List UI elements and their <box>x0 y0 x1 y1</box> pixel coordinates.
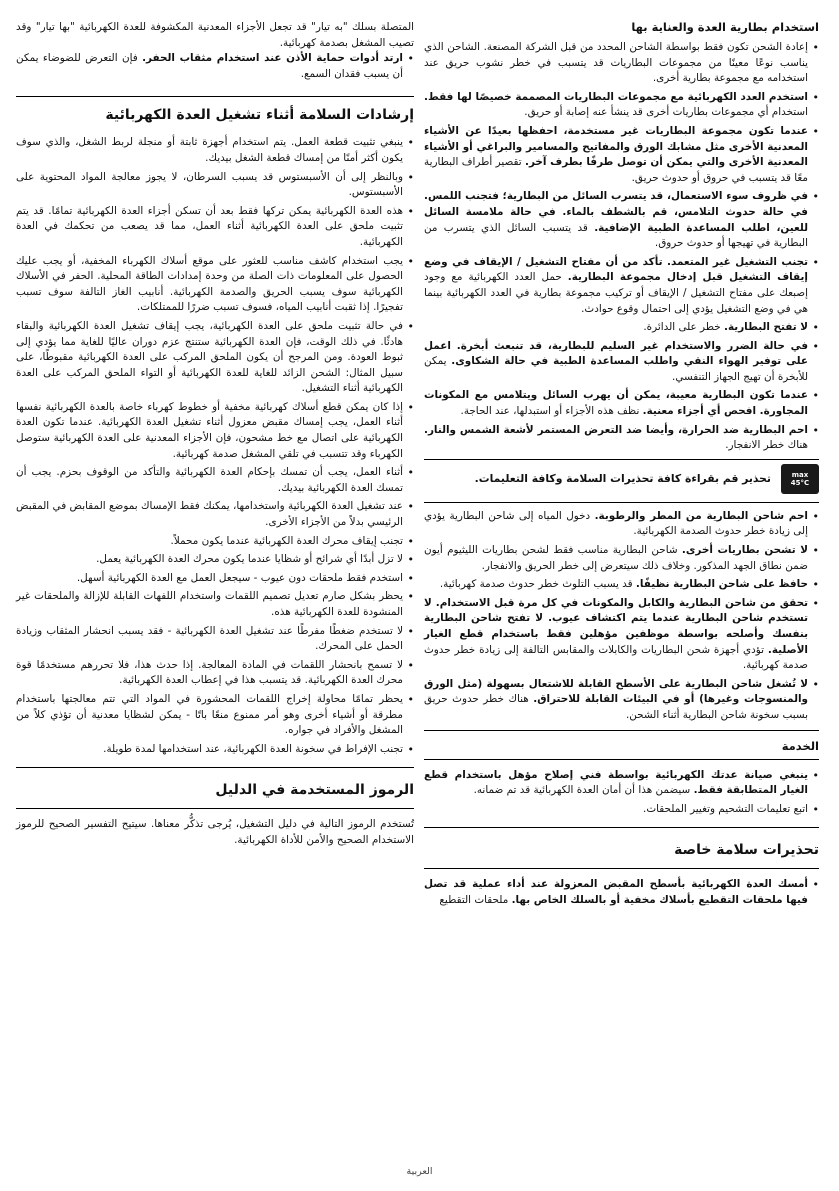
divider <box>424 459 819 460</box>
item-text: قد يسبب التلوث خطر حدوث صدمة كهربائية. <box>439 578 633 591</box>
service-heading: الخدمة <box>781 738 819 753</box>
item-text: وبالنظر إلى أن الأسبستوس قد يسبب السرطان، لا يجوز معالجة المواد المحتوية على الأسبستوس. <box>16 170 403 199</box>
list-item <box>424 423 819 454</box>
bold-lead: استخدم العدد الكهربائية مع مجموعات البطاريات المصممة خصيصًا لها فقط. <box>424 90 808 103</box>
list-item <box>16 170 414 201</box>
list-item <box>424 596 819 674</box>
list-item <box>16 135 414 166</box>
symbols-text: تُستخدم الرموز التالية في دليل التشغيل، يُرجى تذكُّر معناها. سيتيح التفسير الصحيح للرموز الاستخدام الصحيح والأمن للأداة الكهربائية. <box>16 818 414 846</box>
divider <box>16 96 414 97</box>
bold-lead: لا تفتح البطارية. <box>724 321 808 334</box>
list-item <box>16 589 414 620</box>
bold-lead: لا تشحن بطاريات أخرى. <box>681 544 808 557</box>
item-text: لا تسمح بانحشار اللقمات في المادة المعالجة. إذا حدث هذا، فلا تحررهم مستخدمًا قوة محرك العدة الكهربائية. قد يتسبب هذا في إعطاب العدة الكهربائية. <box>16 658 403 687</box>
bold-lead: ينبغي صيانة عدتك الكهربائية بواسطة فني إصلاح مؤهل باستخدام قطع الغيار المتطابقة فقط. <box>424 768 808 797</box>
bold-lead: أمسك العدة الكهربائية بأسطح المقبض المعزولة عند أداء عملية قد تصل فيها ملحقات التقطيع بأسلاك مخفية أو بالسلك الخاص بها. <box>424 878 808 906</box>
list-item <box>16 254 414 316</box>
bold-lead: عندما تكون البطارية معيبة، يمكن أن يهرب السائل ويتلامس مع المكونات المجاورة. افحص أي أجزاء معنية. <box>424 389 808 418</box>
divider <box>424 868 819 869</box>
list-item <box>424 677 819 724</box>
list-item <box>16 400 414 462</box>
bold-lead: حافظ على شاحن البطارية نظيفًا. <box>635 578 808 591</box>
item-text: لا تزل أبدًا أي شرائح أو شظايا عندما يكون محرك العدة الكهربائية يعمل. <box>96 553 403 566</box>
list-item <box>16 204 414 251</box>
intro-list <box>16 51 414 82</box>
item-text: هذه العدة الكهربائية يمكن تركها فقط بعد أن تسكن أجزاء العدة الكهربائية تمامًا. قد يتم تثبيت ملحق على العدة الكهربائية أثناء العمل، مما قد يصعب من تحكمك في العدة الكهربائية. <box>16 204 403 248</box>
left-column <box>16 20 414 849</box>
item-text: هناك خطر حدوث حريق بسبب سخونة شاحن البطارية أثناء الشحن. <box>424 693 808 721</box>
item-text: خطر على الدائرة. <box>643 321 721 334</box>
item-text: تقصير أطراف البطارية معًا قد يتسبب في حروق أو حدوث حريق. <box>424 156 808 184</box>
item-text: إذا كان يمكن قطع أسلاك كهربائية مخفية أو خطوط كهرباء خاصة بالعدة الكهربائية نفسها أثناء العمل، يجب إمساك مقبض معزول أثناء تشغيل العدة الكهربائية. عندما تكون العدة الكهربائية على اتصال مع خط مشحون، فإن الأجزاء المعدنية على العدة الكهربائية ستوصل الكهرباء وقد تتسبب في تلقي المشغل صدمة كهربائية. <box>16 400 403 460</box>
page-footer: العربية <box>406 1166 433 1177</box>
list-item <box>424 509 819 540</box>
list-item <box>424 802 819 818</box>
item-text: تجنب الإفراط في سخونة العدة الكهربائية، عند استخدامها لمدة طويلة. <box>103 742 403 755</box>
max-temperature-icon <box>781 464 819 494</box>
list-item <box>16 499 414 530</box>
item-text: يحظر بشكل صارم تعديل تصميم اللقمات واستخدام اللفهات القابلة للإزالة والملحقات غير المنشودة للعدة الكهربائية هذه. <box>16 590 403 618</box>
bold-lead: عندما تكون مجموعة البطاريات غير مستخدمة، احفظها بعيدًا عن الأشياء المعدنية الأخرى مثل مشابك الورق والمفاتيح والمسامير والبراغي أو الأشياء المعدنية الأخرى والتي يمكن أن توصل طرفًا بطرف آخر. <box>424 124 808 169</box>
list-item <box>424 124 819 186</box>
bold-lead: احم البطارية ضد الحرارة، وأيضا ضد التعرض المستمر لأشعة الشمس والنار. <box>424 423 808 436</box>
list-item <box>16 742 414 758</box>
item-text: تجنب إيقاف محرك العدة الكهربائية عندما يكون محملاً. <box>170 534 403 547</box>
charger-warning-box <box>424 464 819 494</box>
list-item <box>424 339 819 386</box>
divider <box>16 767 414 768</box>
icon-label-temp: 45°C <box>790 478 810 487</box>
list-item <box>16 319 414 397</box>
list-item <box>424 255 819 317</box>
list-item <box>424 877 819 908</box>
divider <box>16 808 414 809</box>
list-item <box>424 40 819 87</box>
list-item <box>16 658 414 689</box>
battery-care-heading: استخدام بطارية العدة والعناية بها <box>631 20 819 34</box>
item-text: اتبع تعليمات التشحيم وتغيير الملحقات. <box>643 802 808 815</box>
list-item <box>16 534 414 550</box>
icon-label-max: max <box>791 470 809 479</box>
bold-lead: لا تُشغل شاحن البطارية على الأسطح القابلة للاشتعال بسهولة (مثل الورق والمنسوجات وغيرها) أو في البيئات القابلة للاحتراق. <box>424 677 809 706</box>
item-text: قد يتسبب السائل الذي يتسرب من البطارية في تهيجها أو حدوث حروق. <box>424 221 808 250</box>
list-item <box>424 320 819 336</box>
list-item <box>16 465 414 496</box>
list-item <box>424 90 819 121</box>
item-text: يجب استخدام كاشف مناسب للعثور على موقع أسلاك الكهرباء المخفية، أو يجب عليك الحصول على المعلومات ذات الصلة من وحدة إمدادات الطاقة المحلية. الحفر في الأسلاك الكهربائية سوف يسبب الحريق والصدمة الكهربائية. أنابيب الغاز التالفة سوف تسبب تفجيرًا. إذا ثقبت أنابيب المياه، فسوف تسبب ضررًا للممتلكات. <box>16 254 403 314</box>
special-warnings-heading: تحذيرات سلامة خاصة <box>674 842 819 859</box>
list-item <box>16 552 414 568</box>
item-text: أثناء العمل، يجب أن تمسك بإحكام العدة الكهربائية والتأكد من الوقوف بحزم. يجب أن تمسك العدة الكهربائية بيديك. <box>16 466 403 494</box>
item-text: هناك خطر الانفجار. <box>725 439 808 452</box>
bold-lead: احم شاحن البطارية من المطر والرطوبة. <box>594 509 808 522</box>
item-text: سيضمن هذا أن أمان العدة الكهربائية قد تم ضمانه. <box>473 784 691 797</box>
item-text: يحظر تمامًا محاولة إخراج اللقمات المحشورة في المواد التي تتم معالجتها باستخدام مطرقة أو أشياء أخرى وهو أمر ممنوع منعًا باتًا - يمكن لشظايا معدنية أن تؤذي كلاً من المشغل والأفراد في جواره. <box>16 692 403 737</box>
list-item <box>424 543 819 574</box>
item-text: عند تشغيل العدة الكهربائية واستخدامها، يمكنك فقط الإمساك بموضع المقابض في المقبض الرئيسي بدلاً من الأجزاء الأخرى. <box>16 500 403 529</box>
bold-lead: تحقق من شاحن البطارية والكابل والمكونات في كل مرة قبل الاستخدام. لا تستخدم شاحن البطارية عندما يتم اكتشاف عيوب. لا تفتح شاحن البطارية بنفسك وأصلحه بواسطة موظفين مؤهلين فقط باستخدام قطع الغيار الأصلية. <box>424 596 808 656</box>
divider <box>424 502 819 503</box>
operating-safety-heading: إرشادات السلامة أثناء تشغيل العدة الكهربائية <box>105 107 414 124</box>
list-item <box>424 189 819 251</box>
item-text: شاحن البطارية مناسب فقط لشحن بطاريات الليثيوم أيون ضمن نطاق الجهد المذكور. وخلاف ذلك سيتعرض إلى خطر الحريق والانفجار. <box>424 544 808 572</box>
item-text: في حالة تثبيت ملحق على العدة الكهربائية، يجب إيقاف تشغيل العدة الكهربائية والبقاء هادئًا. في ذلك الوقت، فإن العدة الكهربائية ستنتج عزم دوران عاليًا للغاية مما يؤدي إلى ثبوط العودة. ومن المرجح أن يكون الملحق المركب على العدة الكهربائية مقبوطًا، على سبيل المثال: الشحن الزائد للغاية للعدة الكهربائية أو التواء الملحق المركب على العدة الكهربائية أثناء التشغيل. <box>16 319 403 395</box>
list-item <box>424 768 819 799</box>
divider <box>424 827 819 828</box>
item-text: ملحقات التقطيع <box>439 893 509 906</box>
operating-safety-list <box>16 135 414 757</box>
item-text: حمل العدد الكهربائية مع وجود إصبعك على مفتاح التشغيل / الإيقاف أو تركيب مجموعة بطارية في العدد الكهربائية بينما هي في وضع التشغيل يؤدي إلى احتمال وقوع حوادث. <box>424 271 808 315</box>
charger-safety-list <box>424 509 819 724</box>
right-column <box>424 20 819 912</box>
symbols-heading: الرموز المستخدمة في الدليل <box>215 782 414 799</box>
list-item <box>16 624 414 655</box>
list-item <box>16 571 414 587</box>
list-item <box>424 577 819 593</box>
item-text: نظف هذه الأجزاء أو استبدلها، عند الحاجة. <box>460 405 640 418</box>
special-warnings-list <box>424 877 819 908</box>
item-text: استخدام أي مجموعات بطاريات أخرى قد ينشأ عنه إصابة أو حريق. <box>524 106 808 119</box>
charger-warning-text: تحذير قم بقراءة كافة تحذيرات السلامة وكافة التعليمات. <box>474 472 771 486</box>
battery-care-list <box>424 40 819 454</box>
item-text: فإن التعرض للضوضاء يمكن أن يسبب فقدان السمع. <box>16 52 403 80</box>
item-text: ينبغي تثبيت قطعة العمل. يتم استخدام أجهزة ثابتة أو منجلة لربط الشغل، والذي سوف يكون أكثر أمنًا من إمساك قطعة الشغل بيديك. <box>16 136 403 164</box>
list-item <box>424 388 819 419</box>
bold-lead: تجنب التشغيل غير المتعمد. تأكد من أن مفتاح التشغيل / الإيقاف في وضع إيقاف التشغيل قبل إدخال مجموعة البطارية. <box>424 255 808 284</box>
item-text: تؤدي أجهزة شحن البطاريات والكابلات والمقابس التالفة إلى زيادة خطر حدوث صدمة كهربائية. <box>424 643 808 672</box>
bold-lead: في ظروف سوء الاستعمال، قد يتسرب السائل من البطارية؛ فتجنب اللمس. في حالة حدوث التلامس، قم بالشطف بالماء. في حالة ملامسة السائل للعين، اطلب المساعدة الطبية الإضافية. <box>424 190 808 234</box>
list-item <box>16 51 414 82</box>
item-text: إعادة الشحن تكون فقط بواسطة الشاحن المحدد من قبل الشركة المصنعة. الشاحن الذي يناسب نوعًا معينًا من مجموعات البطاريات قد يتسبب في خطر نشوب حريق عند استخدامه مع مجموعة بطارية أخرى. <box>424 41 808 85</box>
bold-lead: ارتد أدوات حماية الأذن عند استخدام مثقاب الحفر. <box>142 52 403 65</box>
item-text: يمكن للأبخرة أن تهيج الجهاز التنفسي. <box>424 355 808 383</box>
bold-lead: في حالة الضرر والاستخدام غير السليم للبطارية، قد تنبعث أبخرة. اعمل على توفير الهواء النقي واطلب المساعدة الطبية في حالة الشكاوى. <box>424 339 808 368</box>
divider <box>424 730 819 731</box>
list-item <box>16 692 414 739</box>
divider <box>424 759 819 760</box>
item-text: استخدم فقط ملحقات دون عيوب - سيجعل العمل مع العدة الكهربائية أسهل. <box>76 571 403 584</box>
item-text: لا تستخدم ضغطًا مفرطًا عند تشغيل العدة الكهربائية - فقد يسبب انحشار المثقاب وزيادة الحمل على المحرك. <box>16 624 403 653</box>
service-list <box>424 768 819 818</box>
item-text: دخول المياه إلى شاحن البطارية يؤدي إلى زيادة خطر حدوث الصدمة الكهربائية. <box>424 509 808 538</box>
intro-text: المتصلة بسلك "به تيار" قد تجعل الأجزاء المعدنية المكشوفة للعدة الكهربائية "بها تيار" وقد تصيب المشغل بصدمة كهربائية. <box>16 21 414 49</box>
